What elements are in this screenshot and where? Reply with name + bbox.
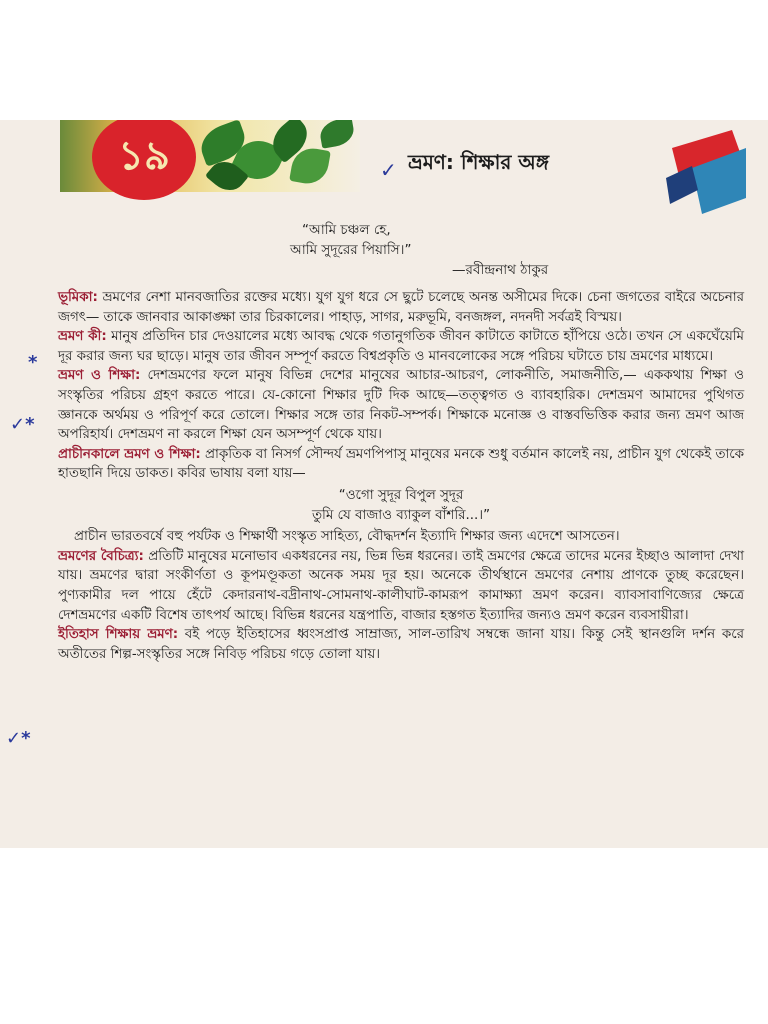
brush-stroke-decoration	[662, 128, 746, 214]
section-introduction	[58, 288, 744, 327]
epigraph-author: —রবীন্দ্রনাথ ঠাকুর	[452, 262, 549, 278]
epigraph	[280, 220, 580, 280]
chapter-title: ভ্রমণ: শিক্ষার অঙ্গ	[408, 150, 549, 174]
poem-line-2: তুমি যে বাজাও ব্যাকুল বাঁশরি...।”	[311, 507, 491, 523]
poem-line-1: “ওগো সুদূর বিপুল সুদূর	[338, 487, 464, 503]
epigraph-line-1: “আমি চঞ্চল হে,	[302, 222, 391, 238]
section-heading: ভ্রমণ ও শিক্ষা:	[58, 368, 141, 384]
section-heading: ভ্রমণ কী:	[58, 329, 107, 345]
chapter-number: ১৯	[118, 132, 170, 179]
section-what-is-travel	[58, 327, 744, 366]
section-history-travel	[58, 625, 744, 664]
section-heading: ইতিহাস শিক্ষায় ভ্রমণ:	[58, 627, 179, 643]
pen-tick-mark: ✓	[380, 158, 397, 182]
poem-quote	[58, 486, 744, 525]
section-heading: ভূমিকা:	[58, 290, 98, 305]
section-text: ভ্রমণের নেশা মানবজাতির রক্তের মধ্যে। যুগ যুগ ধরে সে ছুটে চলেছে অনন্ত অসীমের দিকে। চেনা জগতের বাইরে অচেনার জগৎ— তাকে জানবার আকাঙ্ক্ষা তার চিরকালের। পাহাড়, সাগর, মরুভূমি, বনজঙ্গল, নদনদী সর্বত্রই বিস্ময়।	[58, 290, 744, 325]
section-heading: প্রাচীনকালে ভ্রমণ ও শিক্ষা:	[58, 446, 201, 462]
section-travel-variety	[58, 547, 744, 625]
section-text: মানুষ প্রতিদিন চার দেওয়ালের মধ্যে আবদ্ধ থেকে গতানুগতিক জীবন কাটাতে কাটাতে হাঁপিয়ে ওঠে। তখন সে একঘেঁয়েমি দূর করার জন্য ঘর ছাড়ে। মানুষ তার জীবন সম্পূর্ণ করতে বিশ্বপ্রকৃতি ও মানবলোকের সঙ্গে পরিচয় ঘটাতে চায় ভ্রমণের মাধ্যমে।	[58, 329, 744, 364]
section-text: দেশভ্রমণের ফলে মানুষ বিভিন্ন দেশের মানুষের আচার-আচরণ, লোকনীতি, সমাজনীতি,— এককথায় শিক্ষা ও সংস্কৃতির পরিচয় গ্রহণ করতে পারে। যে-কোনো শিক্ষার দুটি দিক আছে—তত্ত্বগত ও ব্যাবহারিক। দেশভ্রমণ আমাদের পুথিগত জ্ঞানকে অর্থময় ও পরিপূর্ণ করে তোলে। শিক্ষার সঙ্গে তার নিকট-সম্পর্ক। শিক্ষাকে মনোজ্ঞ ও বাস্তবভিত্তিক করার জন্য ভ্রমণ আজ অপরিহার্য। দেশভ্রমণ না করলে শিক্ষা যেন অসম্পূর্ণ থেকে যায়।	[58, 368, 744, 443]
book-page	[0, 120, 768, 848]
pen-tick-star-mark: ✓*	[6, 728, 31, 749]
section-heading: ভ্রমণের বৈচিত্র্য:	[58, 548, 144, 564]
section-text: প্রাকৃতিক বা নিসর্গ সৌন্দর্য ভ্রমণপিপাসু মানুষের মনকে শুধু বর্তমান কালেই নয়, প্রাচীন যুগ থেকেই তাকে হাতছানি দিয়ে ডাকত। কবির ভাষায় বলা যায়—	[58, 446, 745, 482]
section-text: বই পড়ে ইতিহাসের ধ্বংসপ্রাপ্ত সাম্রাজ্য, সাল-তারিখ সম্বন্ধে জানা যায়। কিন্তু সেই স্থানগুলি দর্শন করে অতীতের শিল্প-সংস্কৃতির সঙ্গে নিবিড় পরিচয় গড়ে তোলা যায়।	[58, 627, 744, 662]
essay-body	[58, 288, 744, 664]
pen-star-mark: *	[28, 352, 38, 373]
ancient-followup-text: প্রাচীন ভারতবর্ষে বহু পর্যটক ও শিক্ষার্থী সংস্কৃত সাহিত্য, বৌদ্ধদর্শন ইত্যাদি শিক্ষার জন্য এদেশে আসতেন।	[74, 529, 620, 545]
section-text: প্রতিটি মানুষের মনোভাব একধরনের নয়, ভিন্ন ভিন্ন ধরনের। তাই ভ্রমণের ক্ষেত্রে তাদের মনের ইচ্ছাও আলাদা দেখা যায়। ভ্রমণের দ্বারা সংকীর্ণতা ও কূপমণ্ডূকতা অনেক সময় দূর হয়। অনেকে তীর্থস্থানে ভ্রমণের নেশায় প্রাণকে তুচ্ছ করেছেন। পুণ্যকামীর দল পায়ে হেঁটে কেদারনাথ-বদ্রীনাথ-সোমনাথ-কালীঘাট-কামরূপ কামাক্ষ্যা ভ্রমণ করেন। ব্যাবসাবাণিজ্যের ক্ষেত্রে দেশভ্রমণের একটি বিশেষ তাৎপর্য আছে। বিভিন্ন ধরনের যন্ত্রপাতি, বাজার হস্তগত ইত্যাদির জন্যও ভ্রমণ করেন ব্যবসায়ীরা।	[58, 548, 744, 623]
section-travel-and-education	[58, 366, 744, 444]
section-ancient-travel	[58, 445, 744, 484]
epigraph-line-2: আমি সুদূরের পিয়াসি।”	[290, 242, 412, 258]
pen-tick-star-mark: ✓*	[10, 414, 35, 435]
